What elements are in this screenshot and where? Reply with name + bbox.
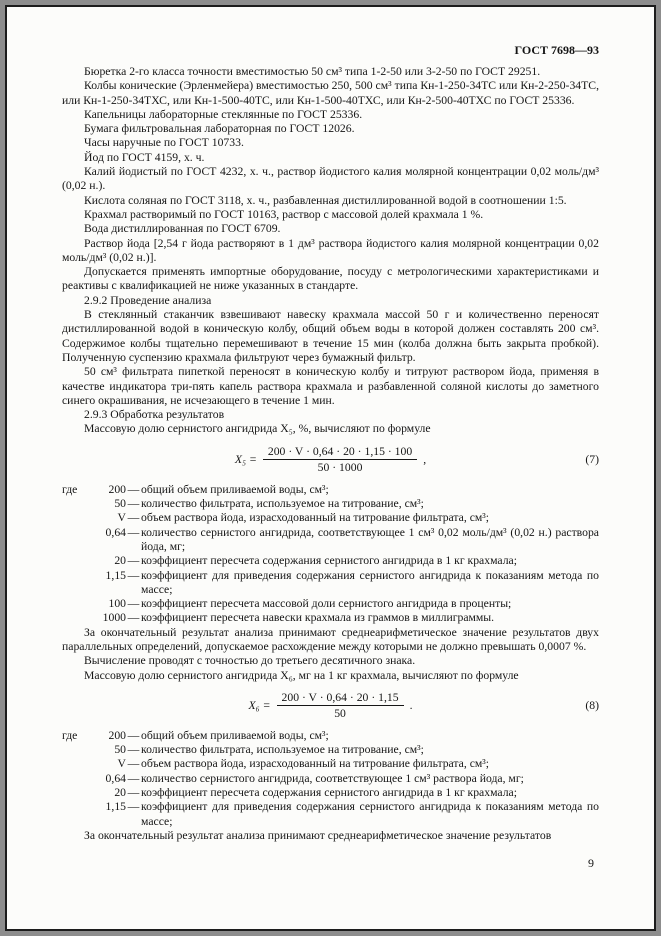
definition-term: 0,64	[105, 525, 126, 539]
paragraph: Кислота соляная по ГОСТ 3118, х. ч., разбавленная дистиллированной водой в соотношении 1:5.	[84, 193, 567, 207]
definition-text: объем раствора йода, израсходованный на титрование фильтрата, см³;	[141, 757, 490, 771]
paragraph: Вода дистиллированная по ГОСТ 6709.	[84, 222, 281, 236]
definition-row	[62, 786, 599, 800]
paragraph: 50 см³ фильтрата пипеткой переносят в коническую колбу и титруют раствором йода, применяя в качестве индикатора три-пять капель раствора крахмала и разбавленной соляной кислоты до заметного синего окрашивания, не исчезающего в течение 1 мин.	[62, 365, 599, 407]
definition-term: 20	[114, 786, 126, 800]
definition-text: общий объем приливаемой воды, см³;	[141, 482, 329, 496]
where-label: где	[62, 728, 78, 742]
definition-row	[62, 526, 599, 555]
page-header	[62, 43, 599, 58]
dash: —	[127, 786, 140, 800]
definition-list-2	[62, 729, 599, 829]
definition-row	[62, 743, 599, 757]
dash: —	[127, 757, 140, 771]
dash: —	[127, 554, 140, 568]
definition-text: коэффициент пересчета содержания сернистого ангидрида в 1 кг крахмала;	[141, 554, 517, 568]
paragraph: Колбы конические (Эрленмейера) вместимостью 250, 500 см³ типа Кн-1-250-34ТС или Кн-2-250-34ТС, или Кн-1-250-34ТХС, или Кн-1-500-40ТС, или Кн-1-500-40ТХС, или Кн-2-500-40ТХС по ГОСТ 25336.	[62, 79, 599, 107]
definition-term: 50	[114, 743, 126, 757]
definition-text: коэффициент пересчета содержания сернистого ангидрида в 1 кг крахмала;	[141, 786, 517, 800]
definition-term: V	[117, 757, 126, 771]
fraction-denominator: 50 · 1000	[317, 461, 363, 475]
paragraph: За окончательный результат анализа принимают среднеарифметическое значение результатов двух параллельных определений, допускаемое расхождение между которыми не должно превышать 0,0007 %.	[62, 625, 599, 653]
paragraph: Вычисление проводят с точностью до третьего десятичного знака.	[84, 654, 416, 668]
where-label: где	[62, 482, 78, 496]
definition-text: количество сернистого ангидрида, соответствующее 1 см³ 0,02 моль/дм³ (0,02 н.) раствора йода, мг;	[141, 525, 599, 553]
dash: —	[127, 743, 140, 757]
definition-text: коэффициент пересчета массовой доли сернистого ангидрида в проценты;	[141, 597, 512, 611]
document-page	[5, 5, 656, 931]
definition-row	[62, 611, 599, 625]
dash: —	[127, 597, 140, 611]
document-body	[62, 65, 599, 843]
definition-term: 50	[114, 497, 126, 511]
formula-lhs: X₅ =	[234, 452, 257, 466]
paragraph: За окончательный результат анализа принимают среднеарифметическое значение результатов	[84, 828, 552, 842]
formula-punctuation: ,	[423, 452, 427, 466]
paragraph: Крахмал растворимый по ГОСТ 10163, раствор с массовой долей крахмала 1 %.	[84, 207, 484, 221]
paragraph: Массовую долю сернистого ангидрида X₅, %, вычисляют по формуле	[84, 422, 431, 436]
paragraph: Йод по ГОСТ 4159, х. ч.	[84, 150, 205, 164]
formula-8	[62, 691, 599, 721]
formula-lhs: X₆ =	[248, 698, 271, 712]
definition-text: коэффициент для приведения содержания сернистого ангидрида к показаниям метода по массе;	[141, 568, 599, 596]
paragraph: Бюретка 2-го класса точности вместимостью 50 см³ типа 1-2-50 или 3-2-50 по ГОСТ 29251.	[84, 65, 541, 78]
definition-row	[62, 800, 599, 829]
dash: —	[127, 482, 140, 496]
paragraph: Бумага фильтровальная лабораторная по ГОСТ 12026.	[84, 122, 355, 136]
paragraph: Допускается применять импортные оборудование, посуду с метрологическими характеристиками и реактивы с квалификацией не ниже указанных в стандарте.	[62, 265, 599, 293]
dash: —	[127, 771, 140, 785]
section-heading-293: 2.9.3 Обработка результатов	[84, 408, 225, 422]
formula-body	[102, 691, 559, 721]
definition-term: 100	[108, 597, 126, 611]
definition-text: коэффициент для приведения содержания сернистого ангидрида к показаниям метода по массе;	[141, 800, 599, 828]
dash: —	[127, 728, 140, 742]
formula-7	[62, 445, 599, 475]
definition-term: 20	[114, 554, 126, 568]
equation-number: (8)	[585, 698, 599, 712]
fraction-numerator: 200 · V · 0,64 · 20 · 1,15	[277, 691, 404, 707]
paragraph: Раствор йода [2,54 г йода растворяют в 1 дм³ раствора йодистого калия молярной концентрации 0,02 моль/дм³ (0,02 н.)].	[62, 236, 599, 264]
dash: —	[127, 568, 140, 582]
definition-term: V	[117, 511, 126, 525]
dash: —	[127, 525, 140, 539]
equation-number: (7)	[585, 452, 599, 466]
definition-row	[62, 554, 599, 568]
paragraph: Калий йодистый по ГОСТ 4232, х. ч., раствор йодистого калия молярной концентрации 0,02 моль/дм³ (0,02 н.).	[62, 165, 599, 193]
doc-number: ГОСТ 7698—93	[514, 43, 599, 57]
section-heading-292: 2.9.2 Проведение анализа	[84, 293, 212, 307]
definition-term: 200	[108, 728, 126, 742]
definition-term: 1,15	[105, 800, 126, 814]
definition-row	[62, 729, 599, 743]
definition-text: коэффициент пересчета навески крахмала из граммов в миллиграммы.	[141, 611, 495, 625]
definition-term: 1,15	[105, 568, 126, 582]
formula-body	[102, 445, 559, 475]
definition-text: количество фильтрата, используемое на титрование, см³;	[141, 497, 424, 511]
page-number: 9	[588, 856, 594, 870]
definition-text: количество фильтрата, используемое на титрование, см³;	[141, 743, 424, 757]
fraction	[277, 691, 404, 721]
definition-term: 0,64	[105, 771, 126, 785]
dash: —	[127, 800, 140, 814]
definition-term: 1000	[102, 611, 126, 625]
formula-punctuation: .	[409, 698, 413, 712]
definition-list-1	[62, 483, 599, 626]
fraction	[263, 445, 417, 475]
paragraph: В стеклянный стаканчик взвешивают навеску крахмала массой 50 г и количественно переносят дистиллированной водой в коническую колбу, общий объем воды в которой должен составлять 200 см³. Содержимое колбы тщательно перемешивают в течение 15 мин (колба должна быть закрыта пробкой). Полученную суспензию крахмала фильтруют через бумажный фильтр.	[62, 308, 599, 364]
definition-text: объем раствора йода, израсходованный на титрование фильтрата, см³;	[141, 511, 490, 525]
paragraph: Часы наручные по ГОСТ 10733.	[84, 136, 244, 150]
definition-row	[62, 757, 599, 771]
definition-row	[62, 772, 599, 786]
definition-term: 200	[108, 482, 126, 496]
dash: —	[127, 511, 140, 525]
definition-text: общий объем приливаемой воды, см³;	[141, 728, 329, 742]
definition-text: количество сернистого ангидрида, соответствующее 1 см³ раствора йода, мг;	[141, 771, 524, 785]
definition-row	[62, 569, 599, 598]
dash: —	[127, 611, 140, 625]
definition-row	[62, 483, 599, 497]
fraction-denominator: 50	[334, 707, 346, 721]
paragraph: Капельницы лабораторные стеклянные по ГОСТ 25336.	[84, 107, 363, 121]
dash: —	[127, 497, 140, 511]
definition-row	[62, 497, 599, 511]
definition-row	[62, 511, 599, 525]
paragraph: Массовую долю сернистого ангидрида X₆, мг на 1 кг крахмала, вычисляют по формуле	[84, 668, 519, 682]
fraction-numerator: 200 · V · 0,64 · 20 · 1,15 · 100	[263, 445, 417, 461]
definition-row	[62, 597, 599, 611]
